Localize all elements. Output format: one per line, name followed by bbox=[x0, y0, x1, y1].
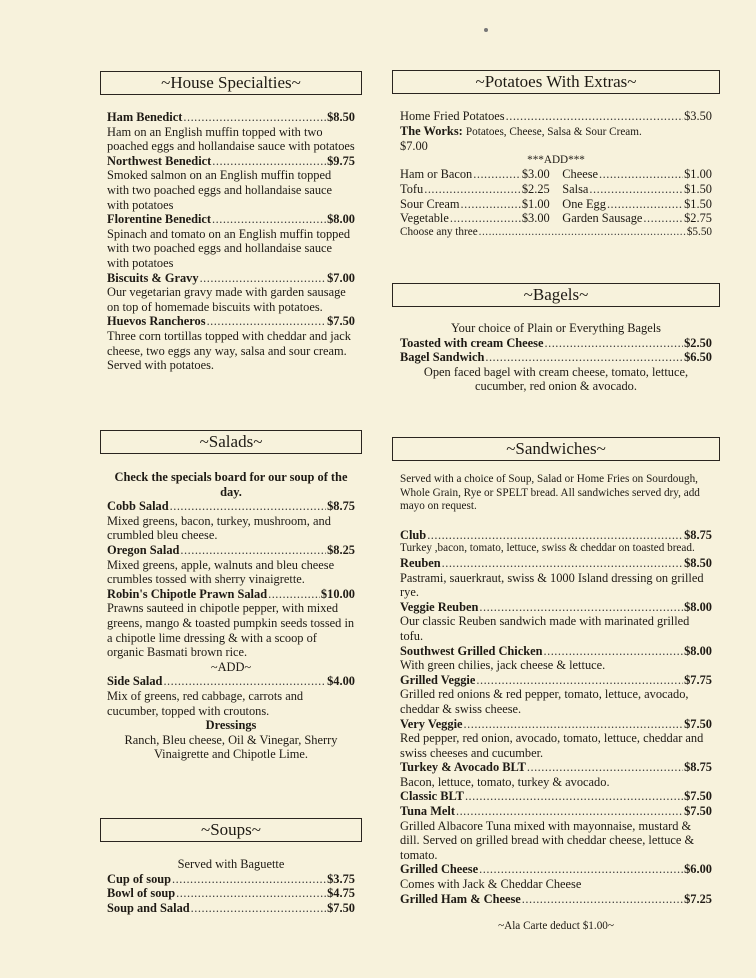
menu-item-price: $3.00 bbox=[521, 167, 550, 182]
house-specialties-list bbox=[107, 110, 355, 373]
menu-item-price: $4.75 bbox=[327, 886, 355, 901]
menu-item-row bbox=[400, 600, 712, 615]
menu-item-row bbox=[107, 587, 355, 602]
menu-item-name: Vegetable bbox=[400, 211, 449, 226]
menu-item-name: Bagel Sandwich bbox=[400, 350, 485, 365]
menu-item-desc: Our classic Reuben sandwich made with marinated grilled tofu. bbox=[400, 614, 690, 643]
menu-item-row bbox=[400, 336, 712, 351]
potatoes-add-grid bbox=[400, 167, 712, 225]
speck bbox=[484, 28, 488, 32]
menu-item-desc: Smoked salmon on an English muffin topped with two poached eggs and hollandaise sauce with potatoes bbox=[107, 168, 333, 212]
menu-item-desc: Potatoes, Cheese, Salsa & Sour Cream. bbox=[465, 125, 642, 138]
menu-item-price: $8.00 bbox=[684, 643, 712, 658]
menu-item-price: $7.50 bbox=[684, 716, 712, 731]
menu-item-name: Home Fried Potatoes bbox=[400, 109, 505, 123]
salads-list bbox=[107, 470, 355, 762]
menu-item-desc: Ham on an English muffin topped with two poached eggs and hollandaise sauce with potatoes bbox=[107, 124, 355, 154]
menu-item-price: $7.50 bbox=[684, 804, 712, 819]
menu-item-row bbox=[400, 862, 712, 877]
menu-item-row bbox=[107, 499, 355, 514]
bagels-intro: Your choice of Plain or Everything Bagels bbox=[450, 321, 662, 335]
menu-item-row bbox=[400, 167, 550, 182]
menu-item-name: The Works: bbox=[400, 123, 463, 138]
menu-item-desc: Pastrami, sauerkraut, swiss & 1000 Island dressing on grilled rye. bbox=[400, 570, 704, 600]
menu-item-row bbox=[400, 673, 712, 688]
menu-item-price: $3.00 bbox=[521, 211, 550, 226]
house-specialties-header: ~House Specialties~ bbox=[100, 71, 362, 95]
menu-item-desc: Our vegetarian gravy made with garden sausage on top of homemade biscuits with potatoes. bbox=[107, 285, 346, 314]
menu-item-price: $6.50 bbox=[684, 350, 712, 365]
menu-item-row bbox=[400, 644, 712, 659]
salads-add-label: ~ADD~ bbox=[210, 659, 252, 674]
menu-item-desc: Mix of greens, red cabbage, carrots and cucumber, topped with croutons. bbox=[107, 688, 304, 718]
menu-item-price: $2.50 bbox=[684, 335, 712, 350]
menu-item-desc: Spinach and tomato on an English muffin topped with two poached eggs and hollandaise sauce with potatoes bbox=[107, 226, 351, 270]
menu-item-name: Oregon Salad bbox=[107, 542, 180, 557]
menu-item-price: $7.50 bbox=[327, 900, 355, 915]
menu-item-price: $1.00 bbox=[684, 167, 712, 182]
dressings-list: Ranch, Bleu cheese, Oil & Vinegar, Sherry Vinaigrette and Chipotle Lime. bbox=[124, 732, 338, 762]
menu-item-name: Bowl of soup bbox=[107, 886, 176, 901]
menu-item-price: $7.75 bbox=[684, 672, 712, 687]
menu-item-row bbox=[400, 197, 550, 212]
menu-item-row bbox=[400, 350, 712, 365]
menu-item-row bbox=[562, 211, 712, 226]
menu-item-price: $7.00 bbox=[327, 270, 355, 285]
menu-item-price: $7.25 bbox=[684, 891, 712, 906]
salads-intro: Check the specials board for our soup of the day. bbox=[114, 470, 348, 499]
menu-item-name: Northwest Benedict bbox=[107, 153, 212, 168]
sandwiches-list bbox=[400, 473, 712, 934]
menu-item-price: $7.50 bbox=[327, 314, 355, 329]
menu-item-name: Soup and Salad bbox=[107, 900, 190, 915]
menu-item-name: Garden Sausage bbox=[562, 211, 643, 226]
menu-item-price: $2.75 bbox=[684, 211, 712, 226]
potatoes-add-label: ***ADD*** bbox=[527, 153, 585, 166]
menu-item-name: Tuna Melt bbox=[400, 804, 455, 819]
menu-item-row bbox=[107, 901, 355, 916]
menu-item-name: Robin's Chipotle Prawn Salad bbox=[107, 586, 268, 601]
menu-item-price: $1.50 bbox=[684, 181, 712, 196]
menu-item-desc: With green chilies, jack cheese & lettuce. bbox=[400, 658, 606, 673]
menu-item-desc: Grilled red onions & red pepper, tomato, lettuce, avocado, cheddar & swiss cheese. bbox=[400, 687, 689, 716]
menu-item-name: Southwest Grilled Chicken bbox=[400, 643, 543, 658]
menu-item-price: $8.75 bbox=[684, 527, 712, 542]
menu-item-price: $8.50 bbox=[327, 110, 355, 124]
menu-item-name: One Egg bbox=[562, 196, 606, 211]
menu-item-desc: Mixed greens, apple, walnuts and bleu cheese crumbles tossed with sherry vinaigrette. bbox=[107, 557, 335, 587]
menu-item-name: Biscuits & Gravy bbox=[107, 270, 199, 285]
bagels-header: ~Bagels~ bbox=[392, 283, 720, 307]
menu-item-desc: Three corn tortillas topped with cheddar and jack cheese, two eggs any way, salsa and sour cream. Served with potatoes. bbox=[107, 328, 351, 373]
menu-item-row bbox=[562, 182, 712, 197]
potatoes-header: ~Potatoes With Extras~ bbox=[392, 70, 720, 94]
menu-item-price: $1.00 bbox=[521, 196, 550, 211]
menu-item-row bbox=[107, 110, 355, 125]
menu-item-name: Tofu bbox=[400, 181, 424, 196]
sandwiches-header: ~Sandwiches~ bbox=[392, 437, 720, 461]
menu-item-row bbox=[107, 154, 355, 169]
menu-item-desc: Prawns sauteed in chipotle pepper, with mixed greens, mango & toasted pumpkin seeds tossed in a chipotle lime dressing & with a scoop of organic Basmati brown rice. bbox=[107, 601, 355, 660]
dressings-label: Dressings bbox=[205, 718, 257, 733]
menu-item-price: $4.00 bbox=[327, 674, 355, 689]
choose-three-row bbox=[400, 226, 712, 240]
menu-item-price: $8.25 bbox=[327, 542, 355, 557]
menu-item-price: $9.75 bbox=[327, 153, 355, 168]
menu-item-name: Florentine Benedict bbox=[107, 212, 212, 227]
bagels-note: Open faced bagel with cream cheese, tomato, lettuce, cucumber, red onion & avocado. bbox=[423, 364, 689, 394]
potatoes-list bbox=[400, 109, 712, 239]
menu-item-name: Grilled Cheese bbox=[400, 862, 479, 877]
menu-item-name: Cheese bbox=[562, 167, 599, 182]
menu-item-name: Side Salad bbox=[107, 674, 163, 689]
menu-item-price: $5.50 bbox=[686, 225, 712, 238]
menu-item-name: Very Veggie bbox=[400, 716, 463, 731]
menu-item-price: $8.75 bbox=[684, 760, 712, 775]
menu-item-name: Classic BLT bbox=[400, 789, 464, 804]
menu-item-name: Cobb Salad bbox=[107, 499, 169, 514]
menu-item-name: Toasted with cream Cheese bbox=[400, 335, 544, 350]
menu-item-name: Cup of soup bbox=[107, 871, 172, 886]
menu-item-row bbox=[400, 556, 712, 571]
menu-item-row bbox=[400, 789, 712, 804]
soups-intro: Served with Baguette bbox=[177, 857, 285, 871]
the-works-row bbox=[400, 124, 712, 140]
menu-item-row bbox=[400, 760, 712, 775]
menu-item-row bbox=[400, 211, 550, 226]
menu-item-name: Ham Benedict bbox=[107, 110, 183, 124]
menu-item-name: Grilled Ham & Cheese bbox=[400, 891, 521, 906]
soups-header: ~Soups~ bbox=[100, 818, 362, 842]
menu-item-row bbox=[400, 528, 712, 543]
menu-item-name: Veggie Reuben bbox=[400, 599, 479, 614]
menu-item-name: Club bbox=[400, 527, 427, 542]
sandwiches-footer: ~Ala Carte deduct $1.00~ bbox=[498, 920, 614, 933]
menu-item-row bbox=[400, 717, 712, 732]
menu-item-row bbox=[107, 314, 355, 329]
side-salad-row bbox=[107, 674, 355, 689]
menu-item-desc: Bacon, lettuce, tomato, turkey & avocado. bbox=[400, 774, 610, 789]
menu-item-price: $7.00 bbox=[400, 139, 428, 154]
menu-item-name: Choose any three bbox=[400, 225, 478, 238]
menu-item-name: Reuben bbox=[400, 555, 441, 570]
menu-item-desc: Turkey ,bacon, tomato, lettuce, swiss & cheddar on toasted bread. bbox=[400, 542, 695, 555]
menu-item-price: $2.25 bbox=[521, 181, 550, 196]
menu-item-row bbox=[562, 167, 712, 182]
soups-list bbox=[107, 857, 355, 915]
menu-item-name: Grilled Veggie bbox=[400, 672, 476, 687]
menu-item-price: $3.50 bbox=[684, 109, 712, 123]
menu-item-name: Ham or Bacon bbox=[400, 167, 473, 182]
menu-item-name: Huevos Rancheros bbox=[107, 314, 206, 329]
menu-item-name: Salsa bbox=[562, 181, 589, 196]
menu-item-price: $8.00 bbox=[684, 599, 712, 614]
menu-item-row bbox=[107, 543, 355, 558]
menu-item-name: Sour Cream bbox=[400, 196, 460, 211]
menu-item-row bbox=[107, 212, 355, 227]
menu-item-price: $10.00 bbox=[320, 586, 355, 601]
sandwiches-intro: Served with a choice of Soup, Salad or Home Fries on Sourdough, Whole Grain, Rye or SPELT bread. All sandwiches served dry, add mayo on request. bbox=[400, 473, 700, 513]
menu-item-name: Turkey & Avocado BLT bbox=[400, 760, 526, 775]
salads-header: ~Salads~ bbox=[100, 430, 362, 454]
menu-item-price: $8.75 bbox=[327, 499, 355, 514]
menu-item-desc: Grilled Albacore Tuna mixed with mayonnaise, mustard & dill. Served on grilled bread with cheddar cheese, lettuce & tomato. bbox=[400, 818, 695, 862]
menu-item-price: $1.50 bbox=[684, 196, 712, 211]
menu-item-row bbox=[400, 804, 712, 819]
menu-item-desc: Comes with Jack & Cheddar Cheese bbox=[400, 877, 582, 892]
menu-item-row bbox=[107, 271, 355, 286]
menu-item-desc: Red pepper, red onion, avocado, tomato, lettuce, cheddar and swiss cheeses and cucumber. bbox=[400, 731, 704, 760]
menu-item-row bbox=[107, 872, 355, 887]
home-fried-row bbox=[400, 109, 712, 124]
bagels-list bbox=[400, 321, 712, 394]
menu-item-price: $6.00 bbox=[684, 862, 712, 877]
menu-item-row bbox=[562, 197, 712, 212]
menu-item-desc: Mixed greens, bacon, turkey, mushroom, and crumbled bleu cheese. bbox=[107, 513, 331, 543]
menu-item-price: $8.00 bbox=[327, 212, 355, 227]
menu-item-row bbox=[107, 886, 355, 901]
menu-item-price: $3.75 bbox=[327, 871, 355, 886]
menu-item-row bbox=[400, 892, 712, 907]
menu-item-row bbox=[400, 182, 550, 197]
menu-item-price: $7.50 bbox=[684, 789, 712, 804]
menu-item-price: $8.50 bbox=[684, 555, 712, 570]
